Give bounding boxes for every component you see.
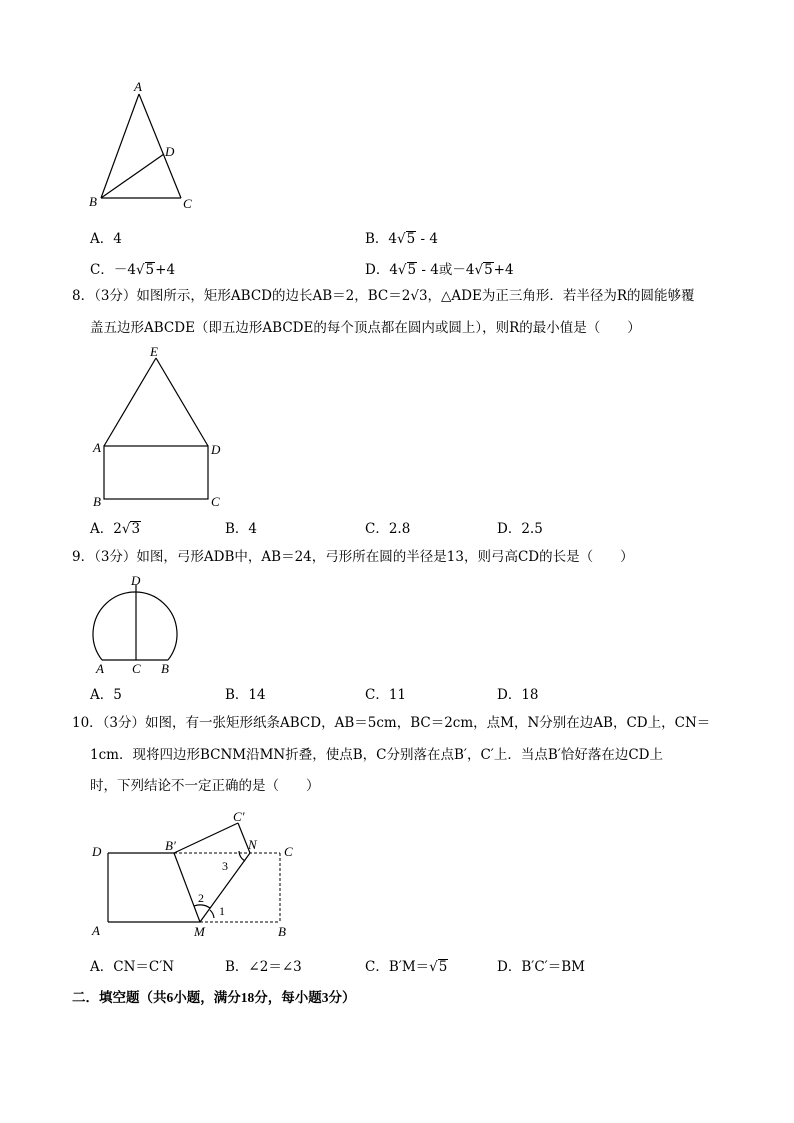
q10-label-a: A <box>92 923 100 938</box>
q10-label-c: C <box>284 844 293 859</box>
q9-label-c: C <box>132 661 141 676</box>
q9-label-a: A <box>96 661 104 676</box>
q8-question-line-1: 8．（3分）如图所示，矩形ABCD的边长AB＝2，BC＝2√3，△ADE为正三角形．若半径为R的圆能够覆 <box>72 288 695 304</box>
q8-label-c: C <box>211 494 220 509</box>
q7-option-d[interactable]: D．4√5 - 4或－4√5+4 <box>365 262 514 278</box>
q9-option-a[interactable]: A．5 <box>90 687 122 703</box>
q8-label-d: D <box>211 442 221 457</box>
q7-label-d: D <box>165 144 175 159</box>
q7-option-b[interactable]: B．4√5 - 4 <box>365 231 438 247</box>
q7-label-a: A <box>134 79 142 94</box>
q9-segment-figure <box>88 572 198 678</box>
q9-option-c[interactable]: C．11 <box>365 687 407 703</box>
q9-question-line-1: 9．（3分）如图，弓形ADB中，AB＝24，弓形所在圆的半径是13，则弓高CD的长是（ ） <box>72 549 634 565</box>
q9-label-b: B <box>161 661 169 676</box>
q9-option-d[interactable]: D．18 <box>497 687 539 703</box>
q10-angle-1: 1 <box>219 904 225 918</box>
q8-label-b: B <box>93 494 101 509</box>
q8-label-a: A <box>93 440 101 455</box>
q10-option-a[interactable]: A．CN＝C′N <box>90 959 175 975</box>
q8-option-b[interactable]: B．4 <box>225 521 258 537</box>
q9-label-d: D <box>131 573 141 588</box>
q10-option-c[interactable]: C．B′M＝√5 <box>365 959 448 975</box>
q7-triangle-figure <box>80 78 210 218</box>
q10-option-b[interactable]: B．∠2＝∠3 <box>225 959 302 975</box>
q8-option-c[interactable]: C．2.8 <box>365 521 411 537</box>
q8-option-d[interactable]: D．2.5 <box>497 521 543 537</box>
q8-pentagon-figure <box>88 344 228 514</box>
q7-option-c[interactable]: C．－4√5+4 <box>90 262 176 278</box>
q10-label-m: M <box>194 924 205 939</box>
q7-label-b: B <box>89 194 97 209</box>
q10-label-b: B <box>278 924 286 939</box>
q10-label-c-prime: C′ <box>233 809 245 824</box>
q10-option-d[interactable]: D．B′C′＝BM <box>497 959 585 975</box>
section-2-heading: 二．填空题（共6小题，满分18分，每小题3分） <box>72 990 356 1005</box>
q9-option-b[interactable]: B．14 <box>225 687 266 703</box>
q10-question-line-2: 1cm．现将四边形BCNM沿MN折叠，使点B，C分别落在点B′，C′上．当点B′恰好落在边CD上 <box>90 747 663 763</box>
q8-question-line-2: 盖五边形ABCDE（即五边形ABCDE的每个顶点都在圆内或圆上），则R的最小值是（ ） <box>90 320 641 336</box>
q10-label-b-prime: B′ <box>165 838 176 853</box>
q8-option-a[interactable]: A．2√3 <box>90 521 141 537</box>
q10-angle-3: 3 <box>222 859 228 873</box>
q10-angle-2: 2 <box>198 891 204 905</box>
q10-question-line-1: 10．（3分）如图，有一张矩形纸条ABCD，AB＝5cm，BC＝2cm，点M，N分别在边AB，CD上，CN＝ <box>72 715 711 731</box>
q10-question-line-3: 时，下列结论不一定正确的是（ ） <box>90 778 320 794</box>
q8-label-e: E <box>150 344 158 359</box>
q7-option-a[interactable]: A．4 <box>90 231 122 247</box>
q10-fold-figure <box>86 805 306 940</box>
q10-label-n: N <box>248 837 257 852</box>
q10-label-d: D <box>92 844 102 859</box>
q7-label-c: C <box>183 196 192 211</box>
